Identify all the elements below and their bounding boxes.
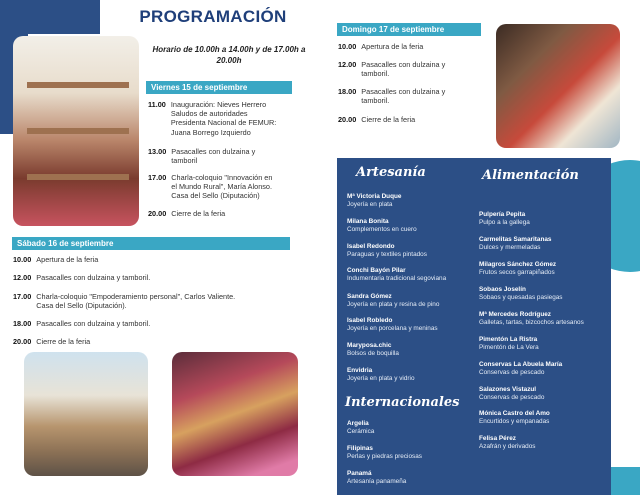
internacionales-item: Filipinas Perlas y piedras preciosas [347, 445, 422, 460]
friday-event: 13.00 Pasacalles con dulzaina y tamboril [148, 147, 256, 166]
artesania-item: Milana Bonita Complementos en cuero [347, 218, 417, 233]
photo-handbags-stall [172, 352, 298, 476]
decor-block-top-left [0, 0, 100, 34]
artesania-item: Conchi Bayón Pilar Indumentaria tradicional segoviana [347, 267, 447, 282]
sunday-event: 18.00 Pasacalles con dulzaina y tamboril. [338, 87, 446, 106]
saturday-event: 10.00 Apertura de la feria [13, 255, 99, 264]
artesania-item: Maryposa.chic Bolsos de boquilla [347, 342, 399, 357]
photo-street-aqueduct [24, 352, 148, 476]
saturday-event: 17.00 Charla-coloquio "Empoderamiento personal", Carlos Valiente. Casa del Sello (Diputación). [13, 292, 236, 311]
photo-market-stall [496, 24, 620, 148]
friday-event: 11.00 Inauguración: Nieves Herrero Saludos de autoridades Presidenta Nacional de FEMUR: Juana Borrego Izquierdo [148, 100, 277, 137]
alimentacion-item: Felisa Pérez Azafrán y derivados [479, 435, 536, 450]
friday-heading: Viernes 15 de septiembre [146, 81, 292, 94]
alimentacion-item: Salazones Vistazul Conservas de pescado [479, 386, 545, 401]
internacionales-title: Internacionales [345, 395, 460, 410]
schedule-hours: Horario de 10.00h a 14.00h y de 17.00h a 20.00h [152, 45, 306, 65]
alimentacion-item: Mónica Castro del Amo Encurtidos y empanadas [479, 410, 550, 425]
internacionales-item: Argelia Cerámica [347, 420, 375, 435]
artesania-item: Isabel Robledo Joyería en porcelana y meninas [347, 317, 438, 332]
friday-event: 17.00 Charla-coloquio "Innovación en el Mundo Rural", María Alonso. Casa del Sello (Diputación) [148, 173, 273, 201]
artesania-item: Envidria Joyería en plata y vidrio [347, 367, 415, 382]
friday-event: 20.00 Cierre de la feria [148, 209, 226, 218]
saturday-event: 12.00 Pasacalles con dulzaina y tamboril. [13, 273, 151, 282]
sunday-event: 10.00 Apertura de la feria [338, 42, 424, 51]
sunday-event: 12.00 Pasacalles con dulzaina y tamboril. [338, 60, 446, 79]
alimentacion-item: Conservas La Abuela María Conservas de pescado [479, 361, 563, 376]
sunday-event: 20.00 Cierre de la feria [338, 115, 416, 124]
alimentacion-item: Pulpería Pepita Pulpo a la gallega [479, 211, 530, 226]
saturday-heading: Sábado 16 de septiembre [12, 237, 290, 250]
alimentacion-item: Carmelitas Samaritanas Dulces y mermeladas [479, 236, 552, 251]
alimentacion-item: Sobaos Joselín Sobaos y quesadas pasiegas [479, 286, 563, 301]
artesania-item: Isabel Redondo Paraguas y textiles pintados [347, 243, 427, 258]
alimentacion-item: Milagros Sánchez Gómez Frutos secos garrapiñados [479, 261, 557, 276]
alimentacion-item: Pimentón La Ristra Pimentón de La Vera [479, 336, 539, 351]
saturday-event: 18.00 Pasacalles con dulzaina y tamboril. [13, 319, 151, 328]
photo-crafts-shelf [13, 36, 139, 226]
alimentacion-item: Mª Mercedes Rodríguez Galletas, tartas, bizcochos artesanos [479, 311, 584, 326]
internacionales-item: Panamá Artesanía panameña [347, 470, 407, 485]
alimentacion-title: Alimentación [482, 168, 579, 183]
artesania-title: Artesanía [356, 165, 426, 180]
sunday-heading: Domingo 17 de septiembre [337, 23, 481, 36]
saturday-event: 20.00 Cierre de la feria [13, 337, 91, 346]
page-title: PROGRAMACIÓN [139, 7, 287, 26]
artesania-item: Sandra Gómez Joyería en plata y resina de pino [347, 293, 440, 308]
artesania-item: Mª Victoria Duque Joyería en plata [347, 193, 402, 208]
